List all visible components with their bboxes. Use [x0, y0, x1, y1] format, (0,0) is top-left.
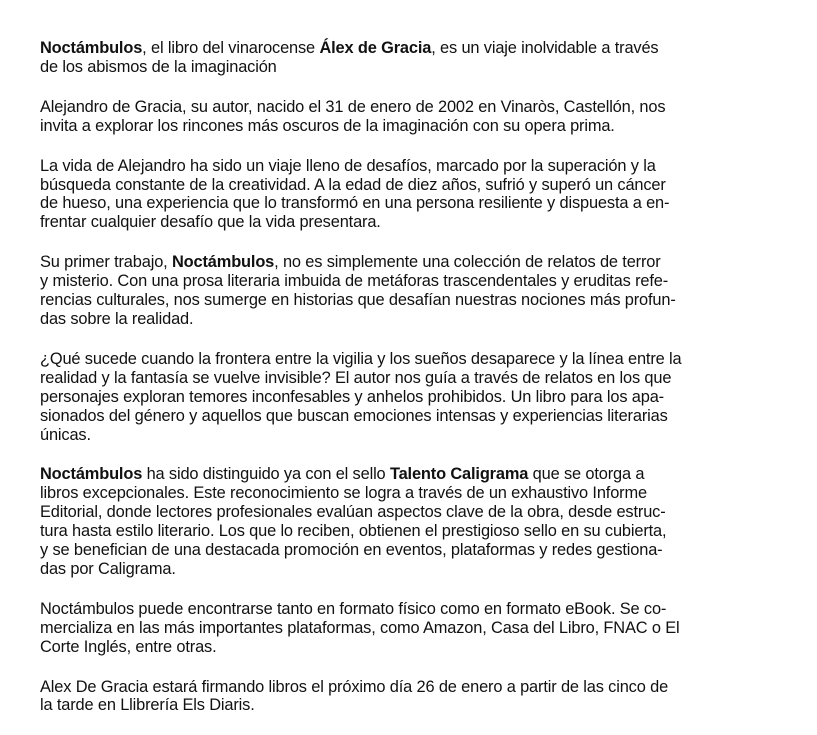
text-run: , es un viaje inolvidable a través: [431, 39, 659, 57]
text-line: únicas.: [40, 425, 91, 444]
book-title-bold: Noctámbulos: [171, 253, 275, 272]
text-line: realidad y la fantasía se vuelve invisible? El autor nos guía a través de relatos en los que: [40, 368, 672, 387]
text-line: y se benefician de una destacada promoción en eventos, plataformas y redes gestiona-: [40, 541, 663, 560]
text-line: [40, 253, 777, 272]
text-line: das sobre la realidad.: [40, 309, 194, 328]
text-line: Editorial, donde lectores profesionales evalúan aspectos clave de la obra, desde estruc-: [40, 503, 666, 522]
text-run: , el libro del vinarocense: [142, 39, 320, 57]
book-title-bold: Noctámbulos: [40, 39, 143, 57]
text-line: y misterio. Con una prosa literaria imbuida de metáforas trascendentales y eruditas refe-: [40, 272, 669, 291]
paragraph-availability: [40, 600, 777, 657]
text-line: La vida de Alejandro ha sido un viaje lleno de desafíos, marcado por la superación y la: [40, 156, 656, 175]
book-title-bold: Noctámbulos: [40, 465, 143, 484]
paragraph-life: [40, 157, 777, 233]
paragraph-author: [40, 98, 777, 136]
text-line: [40, 465, 777, 484]
award-name-bold: Talento Caligrama: [389, 465, 529, 484]
text-line: [40, 39, 777, 58]
text-line: tura hasta estilo literario. Los que lo reciben, obtienen el prestigioso sello en su cubierta,: [40, 522, 667, 541]
paragraph-award: [40, 465, 777, 578]
text-line: Noctámbulos puede encontrarse tanto en formato físico como en formato eBook. Se co-: [40, 599, 667, 618]
text-line: ¿Qué sucede cuando la frontera entre la vigilia y los sueños desaparece y la línea entre la: [40, 349, 682, 368]
text-line: de los abismos de la imaginación: [40, 57, 277, 76]
text-line: Alejandro de Gracia, su autor, nacido el 31 de enero de 2002 en Vinaròs, Castellón, nos: [40, 97, 666, 116]
paragraph-signing: [40, 678, 777, 716]
text-run: , no es simplemente una colección de relatos de terror: [274, 253, 661, 272]
author-name-bold: Álex de Gracia: [319, 39, 432, 57]
text-line: invita a explorar los rincones más oscuros de la imaginación con su opera prima.: [40, 116, 615, 135]
text-line: Corte Inglés, entre otras.: [40, 637, 217, 656]
text-line: mercializa en las más importantes plataformas, como Amazon, Casa del Libro, FNAC o El: [40, 618, 680, 637]
text-run: ha sido distinguido ya con el sello: [142, 465, 390, 484]
text-line: rencias culturales, nos sumerge en historias que desafían nuestras nociones más profun-: [40, 291, 676, 310]
text-line: frentar cualquier desafío que la vida presentara.: [40, 213, 381, 232]
text-line: Alex De Gracia estará firmando libros el próximo día 26 de enero a partir de las cinco de: [40, 677, 669, 696]
text-line: das por Caligrama.: [40, 559, 176, 578]
text-run: que se otorga a: [528, 465, 645, 484]
text-line: sionados del género y aquellos que buscan emociones intensas y experiencias literarias: [40, 406, 668, 425]
text-line: libros excepcionales. Este reconocimiento se logra a través de un exhaustivo Informe: [40, 484, 647, 503]
text-line: la tarde en Llibrería Els Diaris.: [40, 696, 255, 715]
paragraph-question: [40, 350, 777, 445]
text-run: Su primer trabajo,: [40, 253, 172, 272]
text-line: búsqueda constante de la creatividad. A la edad de diez años, sufrió y superó un cáncer: [40, 175, 666, 194]
text-line: de hueso, una experiencia que lo transformó en una persona resiliente y dispuesta a en-: [40, 194, 670, 213]
paragraph-first-work: [40, 253, 777, 329]
paragraph-intro: [40, 39, 777, 77]
text-line: personajes exploran temores inconfesables y anhelos prohibidos. Un libro para los apa-: [40, 387, 664, 406]
